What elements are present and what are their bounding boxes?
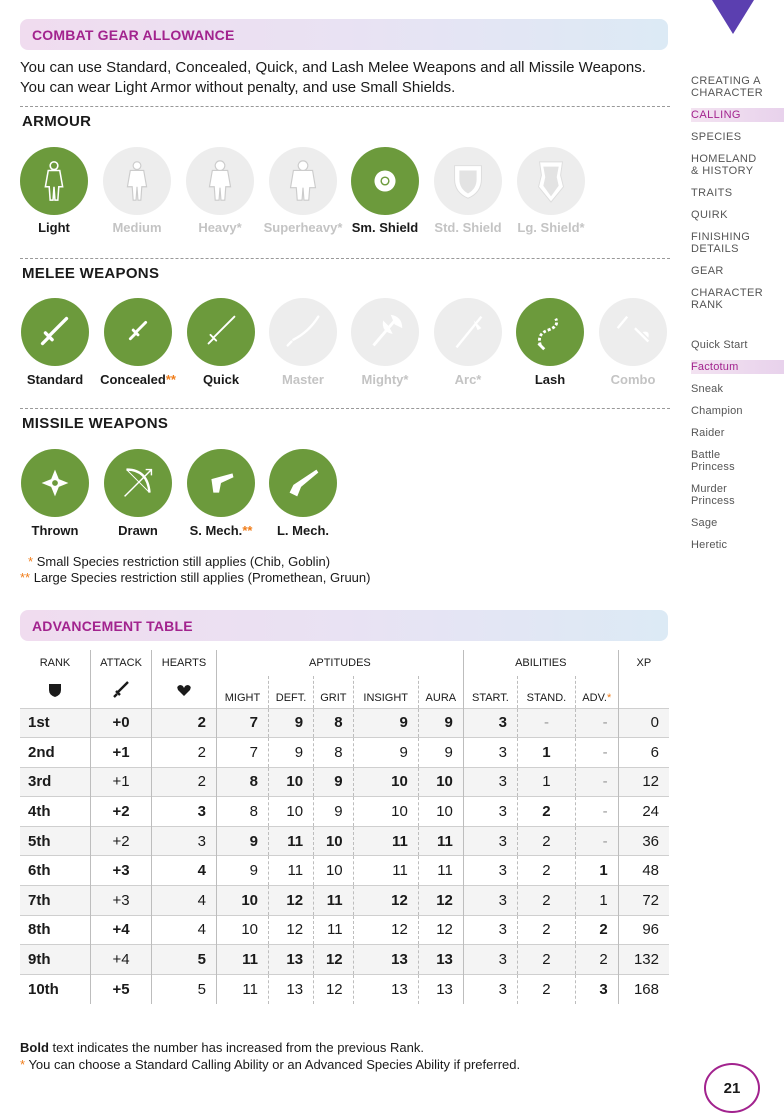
gear-label: Sm. Shield [351,220,419,235]
cell-hearts: 2 [152,767,217,797]
cell-adv: 2 [575,945,618,975]
cell-attack: +2 [90,826,151,856]
large-shield-icon [517,147,585,215]
cell-adv: 2 [575,915,618,945]
nav-item[interactable]: CALLING [691,108,784,122]
cell-xp: 12 [618,767,669,797]
gear-label: Std. Shield [434,220,502,235]
table-row [20,886,669,916]
col-grit: GRIT [314,676,354,708]
nav-subitem[interactable]: Factotum [691,360,784,374]
cell-might: 9 [216,856,268,886]
armour-title: ARMOUR [22,113,92,130]
cell-attack: +4 [90,945,151,975]
cell-xp: 0 [618,708,669,738]
cell-stand: 2 [518,826,576,856]
cell-deft: 10 [269,797,314,827]
cell-grit: 9 [314,767,354,797]
cell-hearts: 2 [152,708,217,738]
chapter-nav [691,74,784,560]
footnote-adv: * You can choose a Standard Calling Ability or an Advanced Species Ability if preferred. [20,1057,521,1072]
cell-xp: 132 [618,945,669,975]
cell-start: 3 [463,826,517,856]
whip-icon [516,298,584,366]
cell-aura: 9 [418,708,463,738]
missile-title: MISSILE WEAPONS [22,415,169,432]
gear-label: Concealed** [100,372,176,387]
katana-icon [269,298,337,366]
shuriken-icon [21,449,89,517]
cell-adv: 3 [575,974,618,1004]
nav-item[interactable]: SPECIES [691,131,742,143]
rank-shield-icon [20,676,90,708]
cell-stand: 1 [518,767,576,797]
nav-item[interactable]: GEAR [691,265,724,277]
cell-attack: +1 [90,767,151,797]
combat-gear-title: COMBAT GEAR ALLOWANCE [32,27,235,43]
gear-label: Heavy* [198,220,242,235]
gear-label: S. Mech.** [189,523,253,538]
cell-xp: 24 [618,797,669,827]
cell-grit: 10 [314,856,354,886]
cell-attack: +5 [90,974,151,1004]
cell-rank: 9th [20,945,90,975]
cell-stand: 2 [518,856,576,886]
cell-might: 9 [216,826,268,856]
cell-insight: 9 [353,738,418,768]
divider [20,408,670,409]
cell-hearts: 4 [152,856,217,886]
nav-item[interactable]: TRAITS [691,187,733,199]
divider [20,106,670,107]
col-hearts: HEARTS [152,650,217,676]
combat-gear-intro: You can use Standard, Concealed, Quick, and Lash Melee Weapons and all Missile Weapons. You can wear Light Armor without penalty, and use Small Shields. [20,59,646,96]
hearts-heart-icon [152,676,217,708]
cell-xp: 168 [618,974,669,1004]
gear-label: Superheavy* [263,220,343,235]
cell-hearts: 5 [152,945,217,975]
medium-armor-icon [103,147,171,215]
cell-stand: 2 [518,797,576,827]
nav-subitem[interactable]: Quick Start [691,339,748,351]
cell-insight: 9 [353,708,418,738]
col-aura: AURA [418,676,463,708]
cell-rank: 2nd [28,743,55,761]
gear-label: Drawn [118,523,158,538]
gear-label: Master [282,372,324,387]
dagger-icon [104,298,172,366]
cell-insight: 11 [353,826,418,856]
nav-subitem[interactable]: Battle Princess [691,449,735,473]
col-might: MIGHT [216,676,268,708]
cell-xp: 6 [618,738,669,768]
table-row [20,767,669,797]
cell-insight: 12 [353,886,418,916]
cell-deft: 12 [269,915,314,945]
gear-label: Light [38,220,70,235]
cell-deft: 9 [269,708,314,738]
musket-icon [269,449,337,517]
cell-aura: 13 [418,945,463,975]
cell-insight: 10 [353,767,418,797]
cell-adv: - [575,797,618,827]
cell-xp: 72 [618,886,669,916]
cell-adv: - [575,826,618,856]
standard-shield-icon [434,147,502,215]
cell-insight: 10 [353,797,418,827]
divider [20,258,670,259]
cell-hearts: 2 [152,738,217,768]
cell-insight: 13 [353,974,418,1004]
cell-adv: 1 [575,886,618,916]
cell-attack: +2 [90,797,151,827]
small-shield-icon [351,147,419,215]
cell-might: 11 [216,945,268,975]
nav-item[interactable]: CREATING A CHARACTER [691,75,764,99]
greataxe-icon [351,298,419,366]
note-large-species: ** Large Species restriction still applies (Promethean, Gruun) [20,570,371,585]
nav-subitem[interactable]: Raider [691,427,725,439]
cell-adv: - [575,738,618,768]
cell-stand: 2 [518,886,576,916]
table-row [20,738,669,768]
melee-title: MELEE WEAPONS [22,265,160,282]
cell-rank: 1st [20,708,90,738]
bow-icon [104,449,172,517]
cell-xp: 36 [618,826,669,856]
cell-start: 3 [463,708,517,738]
cell-might: 11 [216,974,268,1004]
cell-adv: - [575,767,618,797]
cell-aura: 10 [418,797,463,827]
nav-subitem[interactable]: Champion [691,405,743,417]
advancement-header [20,610,668,641]
cell-adv: - [575,708,618,738]
cell-attack: +1 [90,738,151,768]
cell-aura: 10 [418,767,463,797]
combo-weapon-icon [599,298,667,366]
cell-attack: +3 [90,886,151,916]
cell-attack: +4 [90,915,151,945]
col-abilities: ABILITIES [463,650,618,676]
cell-xp: 48 [618,856,669,886]
gear-label: Combo [610,372,656,387]
cell-might: 7 [216,708,268,738]
cell-stand: 1 [518,738,576,768]
cell-grit: 11 [314,886,354,916]
nav-item[interactable]: CHARACTER RANK [691,287,764,311]
nav-subitem[interactable]: Sneak [691,383,724,395]
cell-deft: 10 [269,767,314,797]
cell-stand: 2 [518,915,576,945]
chapter-tab-marker [712,0,754,34]
gear-label: Medium [112,220,162,235]
cell-hearts: 4 [152,915,217,945]
heavy-armor-icon [186,147,254,215]
nav-subitem[interactable]: Heretic [691,539,728,551]
col-rank: RANK [39,657,71,669]
cell-rank: 4th [28,803,51,821]
cell-grit: 12 [314,945,354,975]
gear-label: Standard [26,372,84,387]
cell-deft: 13 [269,945,314,975]
cell-start: 3 [463,945,517,975]
cell-deft: 9 [269,738,314,768]
cell-hearts: 5 [152,974,217,1004]
cell-stand: 2 [518,974,576,1004]
table-row [20,915,669,945]
light-armor-icon [20,147,88,215]
cell-rank: 8th [28,921,51,939]
cell-aura: 11 [418,856,463,886]
cell-aura: 11 [418,826,463,856]
col-insight: INSIGHT [353,676,418,708]
cell-aura: 13 [418,974,463,1004]
cell-start: 3 [463,886,517,916]
table-row [20,826,669,856]
cell-might: 10 [216,886,268,916]
advancement-table [20,650,669,1004]
table-row [20,945,669,975]
cell-hearts: 3 [152,797,217,827]
cell-insight: 11 [353,856,418,886]
cell-deft: 11 [269,826,314,856]
nav-item[interactable]: HOMELAND & HISTORY [691,153,757,177]
cell-aura: 12 [418,886,463,916]
table-row [20,856,669,886]
nav-subitem[interactable]: Sage [691,517,718,529]
cell-start: 3 [463,974,517,1004]
cell-insight: 12 [353,915,418,945]
cell-start: 3 [463,738,517,768]
page-number: 21 [704,1063,760,1113]
cell-aura: 9 [418,738,463,768]
rapier-icon [187,298,255,366]
attack-sword-icon [90,676,151,708]
nav-item[interactable]: FINISHING DETAILS [691,231,751,255]
sword-icon [21,298,89,366]
cell-stand: - [518,708,576,738]
gear-label: L. Mech. [276,523,330,538]
table-row [20,708,669,738]
cell-start: 3 [463,856,517,886]
cell-attack: +0 [90,708,151,738]
cell-hearts: 4 [152,886,217,916]
col-deft: DEFT. [269,676,314,708]
advancement-title: ADVANCEMENT TABLE [32,618,193,634]
col-start: START. [463,676,517,708]
cell-might: 8 [216,767,268,797]
cell-xp: 96 [618,915,669,945]
nav-subitem[interactable]: Murder Princess [691,483,735,507]
cell-grit: 8 [314,738,354,768]
cell-grit: 10 [314,826,354,856]
combat-gear-header [20,19,668,50]
superheavy-armor-icon [269,147,337,215]
cell-aura: 12 [418,915,463,945]
cell-rank: 3rd [20,767,90,797]
cell-insight: 13 [353,945,418,975]
nav-item[interactable]: QUIRK [691,209,728,221]
cell-grit: 12 [314,974,354,1004]
cell-might: 10 [216,915,268,945]
cell-rank: 7th [20,886,90,916]
gear-label: Arc* [454,372,482,387]
col-aptitudes: APTITUDES [216,650,463,676]
cell-rank: 6th [28,862,51,880]
col-attack: ATTACK [90,650,151,676]
halberd-icon [434,298,502,366]
col-stand: STAND. [518,676,576,708]
cell-grit: 8 [314,708,354,738]
col-adv: ADV.* [575,676,618,708]
cell-deft: 12 [269,886,314,916]
cell-grit: 11 [314,915,354,945]
note-small-species: * Small Species restriction still applies (Chib, Goblin) [28,554,331,569]
cell-rank: 10th [28,980,59,998]
cell-deft: 11 [269,856,314,886]
cell-might: 8 [216,797,268,827]
cell-adv: 1 [575,856,618,886]
gear-label: Lash [534,372,566,387]
cell-deft: 13 [269,974,314,1004]
cell-attack: +3 [90,856,151,886]
cell-start: 3 [463,915,517,945]
cell-might: 7 [216,738,268,768]
cell-hearts: 3 [152,826,217,856]
cell-grit: 9 [314,797,354,827]
gear-label: Lg. Shield* [517,220,585,235]
gear-label: Mighty* [361,372,409,387]
footnote-bold: Bold text indicates the number has increased from the previous Rank. [20,1040,424,1055]
gear-label: Thrown [31,523,79,538]
cell-stand: 2 [518,945,576,975]
table-row [20,974,669,1004]
table-row [20,797,669,827]
gear-label: Quick [202,372,240,387]
col-xp: XP [618,650,669,676]
pistol-icon [187,449,255,517]
cell-start: 3 [463,767,517,797]
cell-start: 3 [463,797,517,827]
cell-rank: 5th [20,826,90,856]
